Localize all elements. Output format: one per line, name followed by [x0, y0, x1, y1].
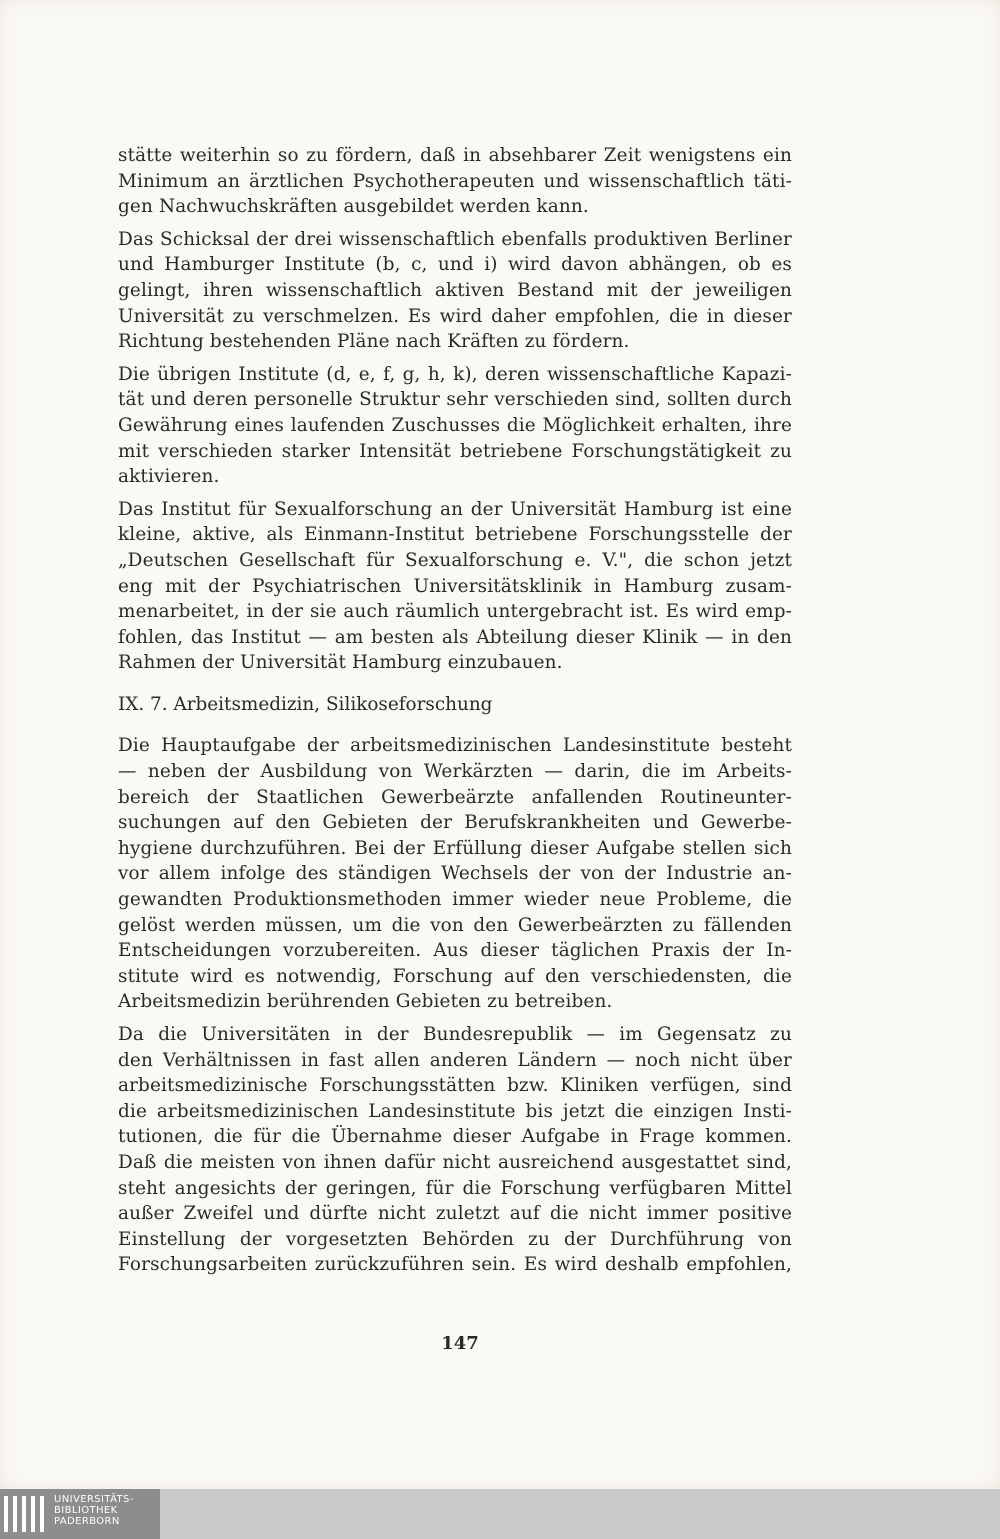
text-line: vor allem infolge des ständigen Wechsels der von der Industrie an- [118, 863, 792, 885]
paragraphs-before-heading [118, 143, 792, 676]
section-heading: IX. 7. Arbeitsmedizin, Silikoseforschung [118, 693, 493, 715]
text-line: Arbeitsmedizin berührenden Gebieten zu betreiben. [118, 991, 613, 1013]
text-line: fohlen, das Institut — am besten als Abteilung dieser Klinik — in den [118, 626, 792, 648]
text-line: Rahmen der Universität Hamburg einzubauen. [118, 652, 563, 674]
text-line: Das Schicksal der drei wissenschaftlich ebenfalls produktiven Berliner [118, 228, 792, 250]
text-line: menarbeitet, in der sie auch räumlich untergebracht ist. Es wird emp- [118, 601, 792, 623]
text-line: gen Nachwuchskräften ausgebildet werden kann. [118, 196, 589, 218]
text-line: kleine, aktive, als Einmann-Institut betriebene Forschungsstelle der [118, 524, 792, 546]
library-logo-line: UNIVERSITÄTS- [54, 1494, 134, 1505]
library-logo-stripes-icon [4, 1496, 44, 1532]
paragraph [118, 362, 792, 490]
paragraph [118, 143, 792, 220]
text-line: eng mit der Psychiatrischen Universitätsklinik in Hamburg zusam- [118, 575, 792, 597]
main-text-column [118, 143, 792, 1285]
text-line: Das Institut für Sexualforschung an der Universität Hamburg ist eine [118, 498, 792, 520]
text-line: suchungen auf den Gebieten der Berufskrankheiten und Gewerbe- [118, 812, 792, 834]
text-line: stitute wird es notwendig, Forschung auf den verschiedensten, die [118, 965, 792, 987]
text-line: Entscheidungen vorzubereiten. Aus dieser täglichen Praxis der In- [118, 940, 792, 962]
paragraphs-after-heading [118, 733, 792, 1277]
text-line: bereich der Staatlichen Gewerbeärzte anfallenden Routineunter- [118, 786, 792, 808]
library-logo-line: BIBLIOTHEK [54, 1505, 118, 1516]
text-line: — neben der Ausbildung von Werkärzten — darin, die im Arbeits- [118, 761, 792, 783]
paragraph [118, 497, 792, 676]
text-line: die arbeitsmedizinischen Landesinstitute bis jetzt die einzigen Insti- [118, 1100, 792, 1122]
paragraph [118, 1022, 792, 1278]
text-line: Richtung bestehenden Pläne nach Kräften zu fördern. [118, 331, 630, 353]
text-line: Universität zu verschmelzen. Es wird daher empfohlen, die in dieser [118, 305, 792, 327]
page-number: 147 [441, 1333, 479, 1354]
text-line: tät und deren personelle Struktur sehr verschieden sind, sollten durch [118, 389, 792, 411]
text-line: tutionen, die für die Übernahme dieser Aufgabe in Frage kommen. [118, 1126, 792, 1148]
text-line: aktivieren. [118, 466, 220, 488]
paragraph [118, 733, 792, 1015]
footer-bar [0, 1489, 1000, 1539]
paragraph [118, 227, 792, 355]
text-line: Da die Universitäten in der Bundesrepublik — im Gegensatz zu [118, 1024, 792, 1045]
text-line: gelöst werden müssen, um die von den Gewerbeärzten zu fällenden [118, 914, 792, 936]
text-line: mit verschieden starker Intensität betriebene Forschungstätigkeit zu [118, 440, 792, 462]
text-line: Forschungsarbeiten zurückzuführen sein. Es wird deshalb empfohlen, [118, 1254, 792, 1276]
text-line: arbeitsmedizinische Forschungsstätten bzw. Kliniken verfügen, sind [118, 1075, 792, 1097]
text-line: gelingt, ihren wissenschaftlich aktiven Bestand mit der jeweiligen [118, 279, 792, 301]
text-line: stätte weiterhin so zu fördern, daß in absehbarer Zeit wenigstens ein [118, 145, 792, 166]
text-line: außer Zweifel und dürfte nicht zuletzt auf die nicht immer positive [118, 1203, 792, 1225]
text-line: Die Hauptaufgabe der arbeitsmedizinischen Landesinstitute besteht [118, 735, 792, 757]
text-line: hygiene durchzuführen. Bei der Erfüllung dieser Aufgabe stellen sich [118, 837, 792, 859]
text-line: Minimum an ärztlichen Psychotherapeuten und wissenschaftlich täti- [118, 170, 792, 192]
text-line: und Hamburger Institute (b, c, und i) wird davon abhängen, ob es [118, 254, 792, 276]
text-line: Die übrigen Institute (d, e, f, g, h, k), deren wissenschaftliche Kapazi- [118, 363, 792, 385]
library-logo-text [54, 1494, 134, 1527]
text-line: steht angesichts der geringen, für die Forschung verfügbaren Mittel [118, 1177, 792, 1199]
text-line: den Verhältnissen in fast allen anderen Ländern — noch nicht über [118, 1049, 792, 1071]
library-logo-line: PADERBORN [54, 1516, 120, 1527]
text-line: Daß die meisten von ihnen dafür nicht ausreichend ausgestattet sind, [118, 1151, 792, 1173]
library-logo[interactable] [0, 1489, 160, 1539]
text-line: gewandten Produktionsmethoden immer wieder neue Probleme, die [118, 889, 792, 911]
text-line: Gewährung eines laufenden Zuschusses die Möglichkeit erhalten, ihre [118, 414, 792, 436]
text-line: Einstellung der vorgesetzten Behörden zu der Durchführung von [118, 1228, 792, 1250]
text-line: „Deutschen Gesellschaft für Sexualforschung e. V.", die schon jetzt [118, 549, 792, 571]
